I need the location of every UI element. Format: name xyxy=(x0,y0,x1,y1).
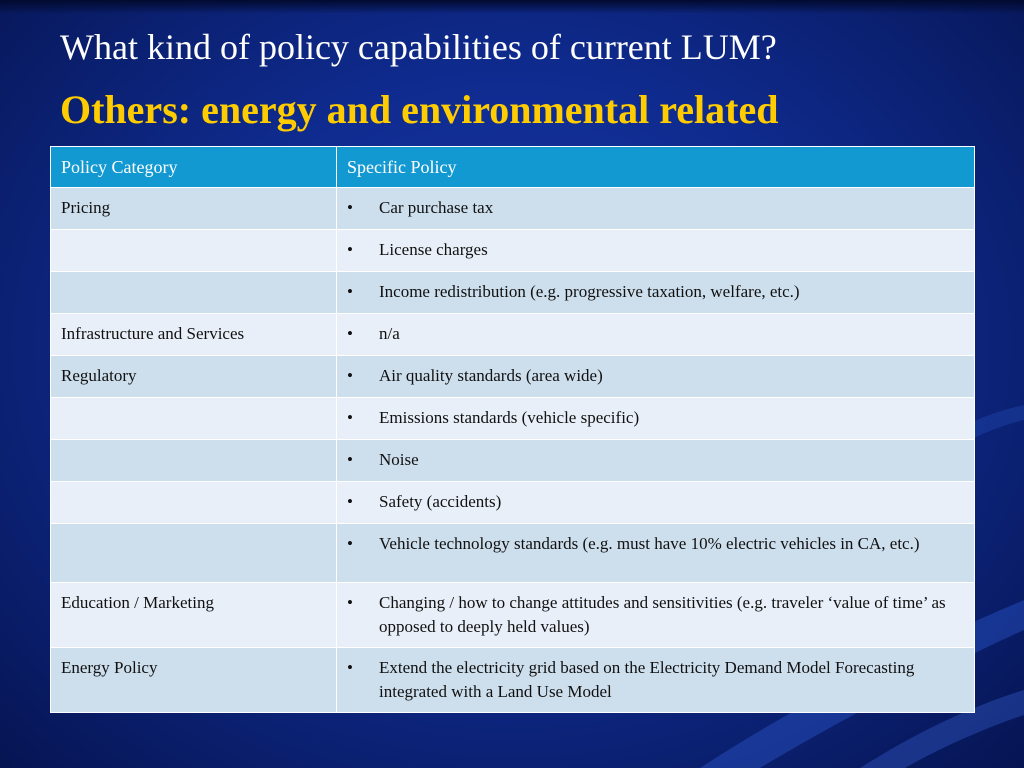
policy-table xyxy=(50,146,975,713)
policy-cell xyxy=(337,188,975,230)
bullet-icon: • xyxy=(347,324,353,343)
policy-cell xyxy=(337,356,975,398)
category-cell: Pricing xyxy=(51,188,337,230)
table-row xyxy=(51,524,975,583)
policy-cell xyxy=(337,398,975,440)
table-row xyxy=(51,440,975,482)
policy-text: Car purchase tax xyxy=(379,198,494,217)
category-cell xyxy=(51,272,337,314)
policy-text: Vehicle technology standards (e.g. must have 10% electric vehicles in CA, etc.) xyxy=(379,534,920,553)
policy-text: License charges xyxy=(379,240,488,259)
category-cell xyxy=(51,440,337,482)
bullet-icon: • xyxy=(347,593,353,612)
policy-text: Emissions standards (vehicle specific) xyxy=(379,408,640,427)
category-cell: Energy Policy xyxy=(51,648,337,713)
bullet-icon: • xyxy=(347,198,353,217)
table-header-row xyxy=(51,147,975,188)
bullet-icon: • xyxy=(347,240,353,259)
top-shadow-band xyxy=(0,0,1024,14)
policy-text: Income redistribution (e.g. progressive taxation, welfare, etc.) xyxy=(379,282,800,301)
bullet-icon: • xyxy=(347,534,353,553)
policy-text: Safety (accidents) xyxy=(379,492,502,511)
table-row xyxy=(51,188,975,230)
category-cell: Infrastructure and Services xyxy=(51,314,337,356)
bullet-icon: • xyxy=(347,282,353,301)
table-row xyxy=(51,230,975,272)
policy-text: n/a xyxy=(379,324,400,343)
policy-cell xyxy=(337,314,975,356)
table-row xyxy=(51,482,975,524)
header-specific-policy: Specific Policy xyxy=(337,147,975,188)
table-row xyxy=(51,398,975,440)
slide-subtitle: Others: energy and environmental related xyxy=(60,87,779,132)
bullet-icon: • xyxy=(347,366,353,385)
table-row xyxy=(51,272,975,314)
category-cell xyxy=(51,398,337,440)
bullet-icon: • xyxy=(347,658,353,677)
policy-cell xyxy=(337,482,975,524)
category-cell xyxy=(51,230,337,272)
header-policy-category: Policy Category xyxy=(51,147,337,188)
bullet-icon: • xyxy=(347,408,353,427)
policy-cell xyxy=(337,524,975,583)
policy-cell xyxy=(337,230,975,272)
policy-text: Air quality standards (area wide) xyxy=(379,366,603,385)
bullet-icon: • xyxy=(347,492,353,511)
category-cell: Education / Marketing xyxy=(51,583,337,648)
policy-cell xyxy=(337,440,975,482)
table-row xyxy=(51,356,975,398)
category-cell xyxy=(51,482,337,524)
bullet-icon: • xyxy=(347,450,353,469)
table-row xyxy=(51,583,975,648)
slide-title: What kind of policy capabilities of current LUM? xyxy=(60,27,777,67)
table-row xyxy=(51,314,975,356)
table-row xyxy=(51,648,975,713)
policy-cell xyxy=(337,272,975,314)
policy-cell xyxy=(337,583,975,648)
category-cell xyxy=(51,524,337,583)
category-cell: Regulatory xyxy=(51,356,337,398)
policy-text: Changing / how to change attitudes and sensitivities (e.g. traveler ‘value of time’ as opposed to deeply held values) xyxy=(379,593,946,636)
policy-text: Extend the electricity grid based on the Electricity Demand Model Forecasting integrated with a Land Use Model xyxy=(379,658,915,701)
policy-text: Noise xyxy=(379,450,419,469)
policy-cell xyxy=(337,648,975,713)
